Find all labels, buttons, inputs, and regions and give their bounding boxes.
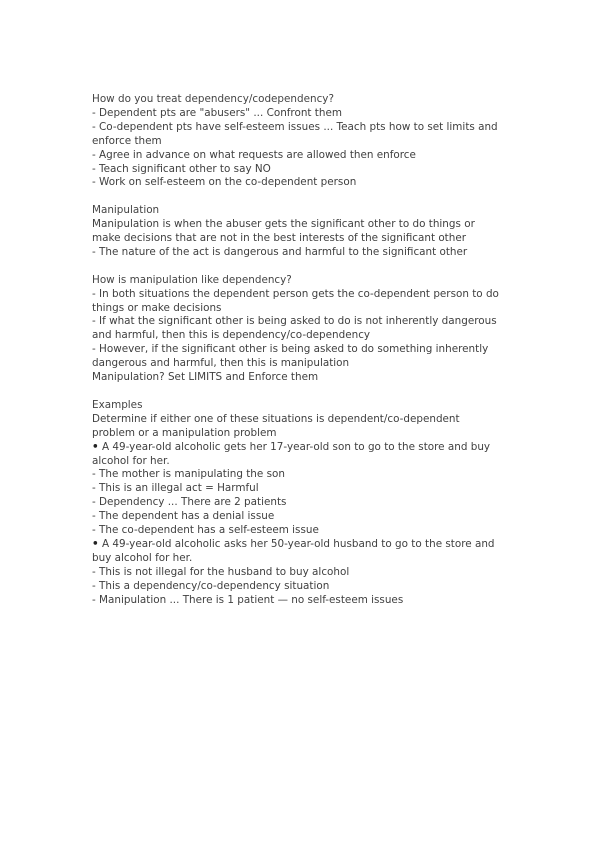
list-item: - Dependency ... There are 2 patients [92, 496, 287, 509]
list-item: - The co-dependent has a self-esteem issue [92, 524, 319, 537]
section-heading: How do you treat dependency/codependency? [92, 93, 334, 105]
example-item [92, 441, 502, 469]
example-item [92, 538, 502, 566]
list-item: - The mother is manipulating the son [92, 468, 285, 481]
bullet-icon: • [92, 537, 99, 550]
example-text: A 49-year-old alcoholic asks her 50-year-old husband to go to the store and buy alcohol for her. [92, 537, 495, 564]
example-text: A 49-year-old alcoholic gets her 17-year-old son to go to the store and buy alcohol for her. [92, 440, 491, 467]
section-comparison [92, 274, 502, 385]
section-heading: How is manipulation like dependency? [92, 273, 292, 286]
list-item: - The nature of the act is dangerous and harmful to the significant other [92, 245, 468, 258]
bullet-icon: • [92, 440, 99, 453]
section-treatment [92, 93, 502, 190]
list-item: - Work on self-esteem on the co-dependent person [92, 176, 357, 189]
list-item: - In both situations the dependent person gets the co-dependent person to do things or make decisions [92, 287, 499, 314]
list-item: - If what the significant other is being asked to do is not inherently dangerous and harmful, then this is dependency/co-dependency [92, 315, 497, 342]
list-item: - Agree in advance on what requests are allowed then enforce [92, 148, 416, 161]
list-item: - The dependent has a denial issue [92, 510, 275, 523]
list-item: - Dependent pts are "abusers" ... Confront them [92, 106, 342, 119]
paragraph: Manipulation is when the abuser gets the significant other to do things or make decisions that are not in the best interests of the significant other [92, 218, 475, 245]
list-item: - Manipulation ... There is 1 patient — no self-esteem issues [92, 593, 404, 606]
section-manipulation [92, 204, 502, 260]
document-page [92, 93, 502, 621]
list-item: - This is not illegal for the husband to buy alcohol [92, 565, 350, 578]
section-heading: Examples [92, 398, 143, 411]
list-item: - However, if the significant other is being asked to do something inherently dangerous and harmful, then this is manipulation [92, 343, 489, 370]
list-item: - This is an illegal act = Harmful [92, 482, 259, 495]
list-item: - Co-dependent pts have self-esteem issues ... Teach pts how to set limits and enforce them [92, 120, 498, 147]
summary-line: Manipulation? Set LIMITS and Enforce them [92, 371, 319, 384]
paragraph: Determine if either one of these situations is dependent/co-dependent problem or a manipulation problem [92, 412, 460, 439]
list-item: - Teach significant other to say NO [92, 162, 271, 175]
section-examples [92, 399, 502, 608]
section-heading: Manipulation [92, 204, 160, 217]
list-item: - This a dependency/co-dependency situation [92, 579, 330, 592]
